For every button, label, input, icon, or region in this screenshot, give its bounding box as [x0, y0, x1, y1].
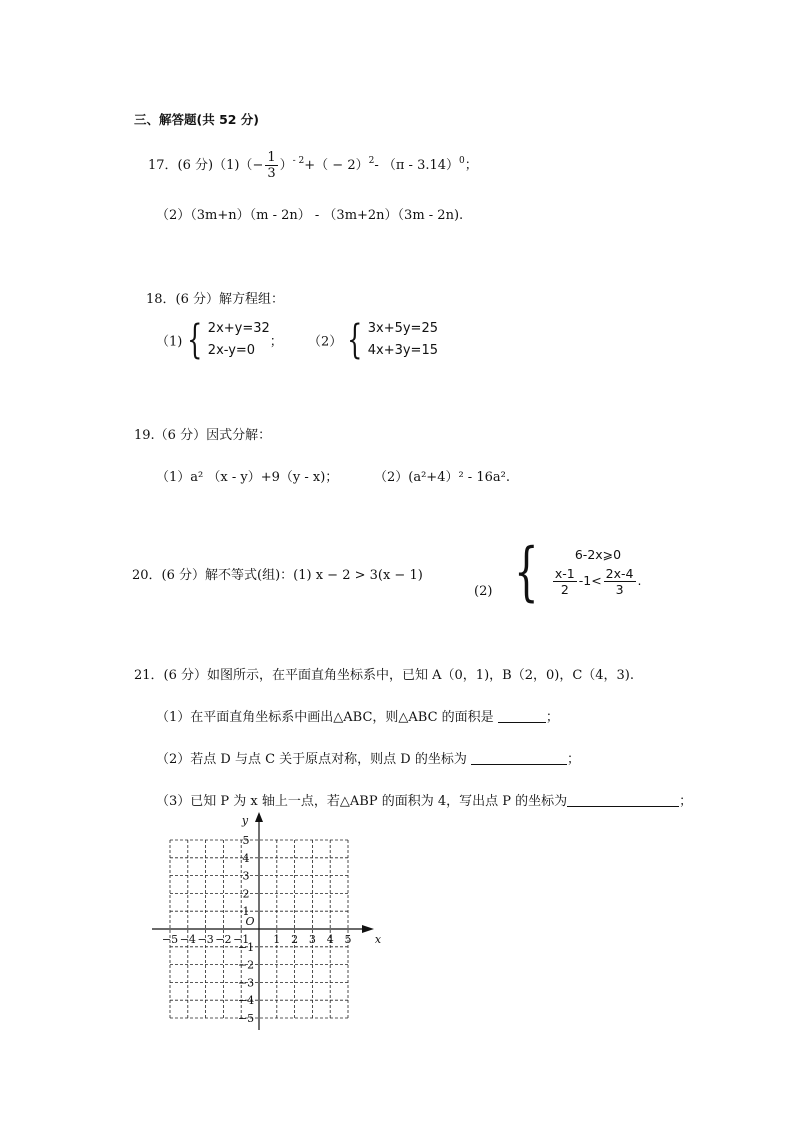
section-title: 三、解答题(共 52 分) [134, 112, 260, 127]
q17-minus: − [252, 158, 264, 173]
y-axis-label: y [241, 814, 249, 827]
q18-p2-label: （2） [308, 334, 343, 350]
q20-end: . [637, 573, 642, 588]
y-tick-label: 1 [242, 905, 250, 919]
question-19-part1: （1）a² （x - y）+9（y - x)； [156, 470, 339, 485]
question-18-title: 18．(6 分）解方程组： [146, 292, 285, 307]
y-tick-label: 3 [242, 869, 250, 883]
question-17-part2: （2）（3m+n）（m - 2n） - （3m+2n）（3m - 2n). [156, 208, 464, 223]
q17-frac-den: 3 [267, 166, 276, 181]
q20-frac2-num: 2x-4 [605, 566, 634, 581]
x-tick-label: −5 [161, 933, 179, 946]
q18-p1-end: ； [269, 334, 283, 350]
question-21-sub1 [156, 706, 559, 725]
q21-s2-text: （2）若点 D 与点 C 关于原点对称，则点 D 的坐标为 [156, 752, 467, 767]
x-tick-label: −1 [233, 933, 250, 946]
q20-frac1-num: x-1 [554, 566, 575, 581]
answer-blank[interactable] [471, 752, 567, 765]
q20-mid: -1< [578, 573, 602, 588]
x-tick-label: −2 [215, 933, 232, 946]
q20-frac2 [604, 566, 636, 597]
q18-p2-system [368, 318, 438, 362]
x-tick-label: −3 [197, 933, 214, 946]
question-20-title: 20．(6 分）解不等式(组)：(1) x − 2 > 3(x − 1) [132, 568, 423, 583]
x-axis-arrow [362, 925, 374, 933]
q20-ineq1: 6-2x⩾0 [574, 547, 622, 562]
q20-frac1 [553, 566, 577, 597]
question-21-title: 21．(6 分）如图所示，在平面直角坐标系中，已知 A（0，1)，B（2，0)，C（4，3). [134, 668, 635, 683]
answer-blank[interactable] [498, 710, 546, 723]
question-17-part1 [148, 150, 478, 181]
q17-frac-num: 1 [267, 150, 276, 165]
question-18-part1 [156, 318, 283, 362]
q21-s1-text: （1）在平面直角坐标系中画出△ABC，则△ABC 的面积是 [156, 710, 494, 725]
question-19-part2: （2）(a²+4）² - 16a². [374, 470, 510, 485]
y-axis-arrow [255, 812, 263, 822]
left-brace: { [347, 317, 363, 363]
x-tick-label: 4 [326, 933, 334, 946]
left-brace: { [514, 535, 539, 609]
q17-exp3: 0 [459, 156, 465, 166]
y-tick-label: 2 [242, 887, 250, 901]
q18-p1-eq2: 2x-y=0 [207, 343, 256, 358]
q20-frac2-den: 3 [615, 582, 624, 597]
question-21-sub3 [156, 790, 692, 809]
y-tick-label: −2 [237, 958, 255, 972]
x-tick-label: 2 [291, 933, 299, 946]
x-tick-label: 5 [344, 933, 352, 946]
x-tick-label: 3 [308, 933, 316, 946]
y-tick-label: −3 [237, 976, 255, 990]
q20-frac1-den: 2 [560, 582, 569, 597]
q20-system-body [551, 547, 642, 597]
y-tick-label: 4 [242, 851, 250, 865]
y-tick-label: 5 [242, 834, 250, 847]
q17-paren: ） [279, 158, 293, 173]
q18-p1-label: （1) [156, 334, 183, 350]
q17-tail: - （π - 3.14） [374, 158, 460, 173]
q18-p1-eq1: 2x+y=32 [207, 321, 270, 336]
question-21-sub2 [156, 748, 580, 767]
y-tick-label: −4 [237, 994, 255, 1008]
question-20-system [506, 535, 642, 609]
q18-p2-eq1: 3x+5y=25 [367, 321, 438, 336]
q21-s1-end: ； [545, 710, 559, 725]
q21-s3-end: ； [679, 794, 693, 809]
question-18-part2 [308, 318, 438, 362]
y-tick-label: −1 [237, 940, 255, 954]
origin-label: O [245, 915, 255, 928]
coordinate-grid [140, 812, 380, 1044]
q17-exp2: 2 [368, 156, 375, 166]
q17-fraction [265, 150, 277, 181]
q17-end: ； [464, 158, 478, 173]
y-tick-label: −5 [237, 1012, 255, 1025]
question-20-part2-label: (2) [474, 584, 493, 599]
q17-mid: +（ − 2） [304, 158, 369, 173]
q18-p2-eq2: 4x+3y=15 [367, 343, 438, 358]
q21-s3-text: （3）已知 P 为 x 轴上一点，若△ABP 的面积为 4，写出点 P 的坐标为 [156, 794, 568, 809]
q17-lead: 17．(6 分)（1)（ [148, 158, 253, 173]
q17-exp1: - 2 [292, 156, 305, 166]
question-19-title: 19.（6 分）因式分解： [134, 428, 272, 443]
q18-p1-system [208, 318, 270, 362]
q21-s2-end: ； [567, 752, 581, 767]
left-brace: { [187, 317, 203, 363]
x-axis-label: x [374, 933, 382, 946]
x-tick-label: 1 [273, 933, 281, 946]
x-tick-label: −4 [179, 933, 196, 946]
q20-ineq2 [551, 566, 642, 597]
answer-blank[interactable] [567, 794, 679, 807]
